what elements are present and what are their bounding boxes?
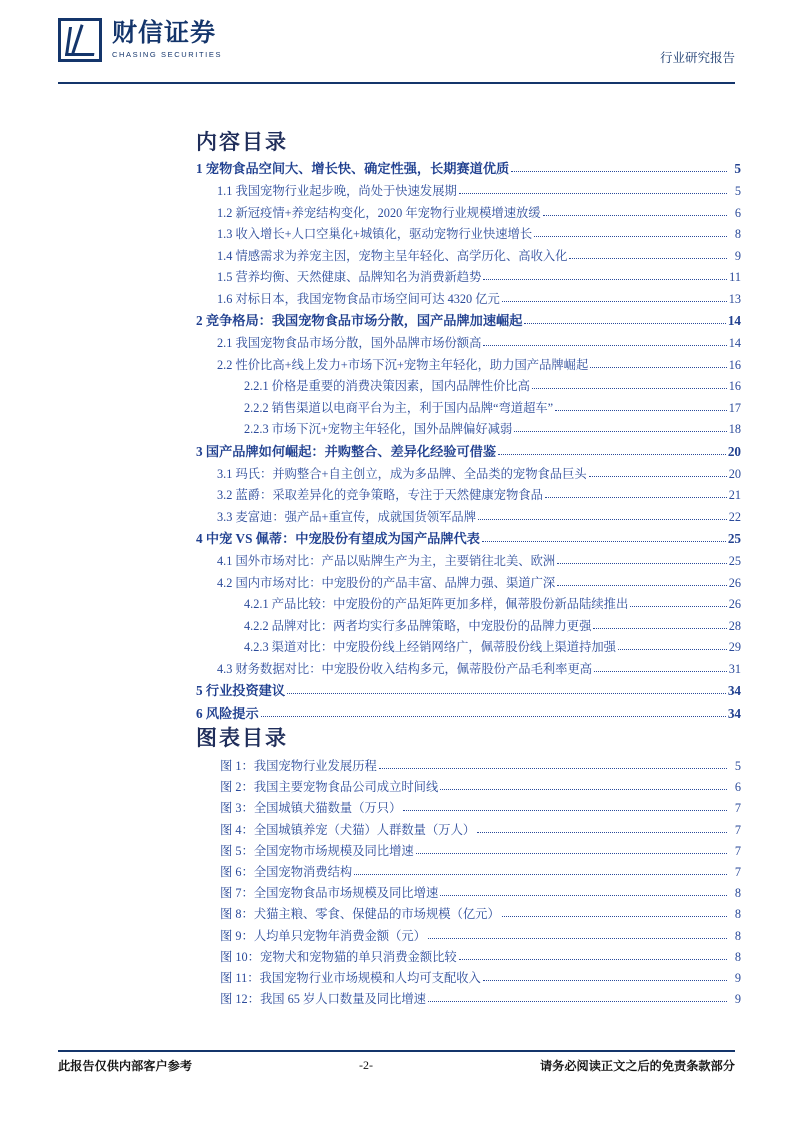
toc-entry[interactable]	[196, 293, 741, 315]
toc-leader-dots	[532, 381, 727, 389]
toc-entry-page: 28	[728, 618, 741, 633]
toc-entry-page: 6	[734, 205, 741, 220]
toc-leader-dots	[524, 315, 725, 324]
toc-entry-page: 21	[728, 488, 741, 502]
toc-leader-dots	[459, 951, 727, 959]
toc-leader-dots	[569, 250, 727, 258]
toc-entry-page: 16	[728, 379, 741, 393]
toc-entry-label: 图 4：全国城镇养宠（犬猫）人群数量（万人）	[220, 822, 476, 837]
toc-entry[interactable]	[196, 380, 741, 402]
toc-entry[interactable]	[196, 620, 741, 642]
toc-entry-label: 3.3 麦富迪：强产品+重宣传，成就国货领军品牌	[217, 509, 477, 524]
page-header	[58, 18, 735, 80]
figure-entry[interactable]	[196, 887, 741, 908]
toc-entry-label: 4.2.1 产品比较：中宠股份的产品矩阵更加多样，佩蒂股份新品陆续推出	[244, 597, 629, 611]
toc-entry-page: 5	[734, 161, 741, 176]
toc-entry[interactable]	[196, 271, 741, 293]
toc-entry-page: 26	[728, 575, 741, 590]
toc-leader-dots	[379, 761, 727, 769]
toc-entry-label: 图 12：我国 65 岁人口数量及同比增速	[220, 992, 426, 1007]
toc-entry-page: 25	[727, 531, 741, 546]
figure-entry[interactable]	[196, 824, 741, 845]
brand-logo	[58, 18, 222, 62]
toc-entry[interactable]	[196, 489, 741, 511]
toc-leader-dots	[478, 511, 727, 519]
toc-leader-dots	[589, 468, 727, 476]
toc-entry-page: 17	[728, 400, 741, 415]
toc-entry-label: 3 国产品牌如何崛起：并购整合、差异化经验可借鉴	[196, 443, 497, 459]
figure-entry[interactable]	[196, 845, 741, 866]
toc-entry-label: 1.2 新冠疫情+养宠结构变化，2020 年宠物行业规模增速放缓	[217, 205, 541, 220]
toc-entry[interactable]	[196, 468, 741, 490]
toc-leader-dots	[354, 867, 727, 875]
report-type-label: 行业研究报告	[659, 51, 735, 65]
toc-leader-dots	[440, 888, 727, 896]
figure-entry[interactable]	[196, 972, 741, 993]
toc-entry-label: 图 7：全国宠物食品市场规模及同比增速	[220, 886, 439, 901]
toc-entry-label: 图 10：宠物犬和宠物猫的单只消费金额比较	[220, 949, 457, 964]
toc-entry-page: 14	[727, 313, 741, 328]
toc-entry-label: 6 风险提示	[196, 706, 259, 721]
toc-leader-dots	[482, 533, 726, 542]
toc-entry-label: 4.2 国内市场对比：中宠股份的产品丰富、品牌力强、渠道广深	[217, 575, 556, 590]
toc-leader-dots	[403, 803, 727, 811]
page-number: -2-	[359, 1058, 374, 1072]
toc-entry-page: 7	[734, 843, 741, 858]
toc-entry-page: 5	[734, 759, 741, 773]
toc-entry-label: 1.3 收入增长+人口空巢化+城镇化，驱动宠物行业快速增长	[217, 227, 533, 241]
toc-entry-label: 4.2.2 品牌对比：两者均实行多品牌策略，中宠股份的品牌力更强	[244, 618, 592, 633]
toc-leader-dots	[459, 186, 727, 194]
toc-entry-label: 图 1：我国宠物行业发展历程	[220, 759, 377, 773]
toc-entry-page: 26	[728, 597, 741, 611]
toc-leader-dots	[590, 359, 726, 367]
toc-entry[interactable]	[196, 663, 741, 685]
brand-name-cn: 财信证券	[112, 20, 217, 48]
toc-entry-label: 1.6 对标日本，我国宠物食品市场空间可达 4320 亿元	[217, 291, 500, 306]
toc-entry[interactable]	[196, 577, 741, 599]
toc-entry-page: 8	[734, 928, 741, 943]
toc-entry-label: 4.2.3 渠道对比：中宠股份线上经销网络广，佩蒂股份线上渠道持加强	[244, 640, 616, 654]
toc-entry[interactable]	[196, 555, 741, 577]
toc-leader-dots	[557, 577, 727, 585]
toc-leader-dots	[555, 402, 727, 410]
toc-leader-dots	[428, 930, 727, 938]
figure-entry[interactable]	[196, 866, 741, 887]
toc-entry-label: 2.2 性价比高+线上发力+市场下沉+宠物主年轻化，助力国产品牌崛起	[217, 357, 589, 372]
page-footer	[58, 1057, 735, 1074]
toc-entry-page: 11	[729, 270, 741, 284]
toc-leader-dots	[440, 782, 727, 790]
toc-entry-page: 20	[727, 443, 741, 459]
toc-entry-page: 18	[728, 422, 741, 436]
toc-entry-page: 8	[734, 886, 741, 901]
toc-entry-label: 图 9：人均单只宠物年消费金额（元）	[220, 928, 426, 943]
toc-leader-dots	[534, 229, 727, 237]
toc-entry[interactable]	[196, 684, 741, 707]
toc-entry-page: 5	[734, 184, 741, 198]
toc-entry-label: 图 5：全国宠物市场规模及同比增速	[220, 843, 414, 858]
toc-leader-dots	[483, 272, 727, 280]
toc-entry[interactable]	[196, 641, 741, 663]
toc-entry-label: 2.2.2 销售渠道以电商平台为主，利于国内品牌“弯道超车”	[244, 400, 554, 415]
figure-entry[interactable]	[196, 951, 741, 972]
toc-leader-dots	[502, 909, 727, 917]
toc-entry-label: 1.4 情感需求为养宠主因，宠物主呈年轻化、高学历化、高收入化	[217, 248, 568, 263]
toc-entry-label: 图 2：我国主要宠物食品公司成立时间线	[220, 780, 439, 795]
toc-leader-dots	[594, 663, 727, 671]
toc-entry-page: 8	[734, 949, 741, 964]
toc-leader-dots	[483, 973, 727, 981]
toc-entry[interactable]	[196, 532, 741, 555]
brand-name-en: CHASING SECURITIES	[112, 49, 223, 59]
toc-leader-dots	[557, 556, 727, 564]
toc-entry-page: 20	[728, 466, 741, 481]
toc-entry-label: 3.1 玛氏：并购整合+自主创立，成为多品牌、全品类的宠物食品巨头	[217, 466, 587, 481]
toc-entry-page: 14	[728, 336, 741, 350]
toc-entry-page: 31	[728, 661, 741, 676]
toc-entry-page: 34	[727, 683, 741, 698]
toc-entry[interactable]	[196, 314, 741, 337]
toc-entry[interactable]	[196, 250, 741, 272]
toc-entry-label: 2.1 我国宠物食品市场分散，国外品牌市场份额高	[217, 336, 482, 350]
table-of-contents	[196, 162, 741, 730]
toc-entry-page: 7	[734, 864, 741, 879]
header-divider	[58, 82, 735, 84]
toc-entry-label: 4.3 财务数据对比：中宠股份收入结构多元，佩蒂股份产品毛利率更高	[217, 661, 593, 676]
toc-entry[interactable]	[196, 337, 741, 359]
toc-entry[interactable]	[196, 185, 741, 207]
footer-right-note: 请务必阅读正文之后的免责条款部分	[540, 1059, 735, 1073]
toc-entry-label: 2.2.3 市场下沉+宠物主年轻化，国外品牌偏好减弱	[244, 422, 513, 436]
toc-entry-page: 6	[734, 780, 741, 795]
toc-leader-dots	[502, 293, 727, 301]
toc-leader-dots	[618, 642, 727, 650]
footer-divider	[58, 1050, 735, 1052]
toc-entry-page: 8	[734, 227, 741, 241]
toc-entry-page: 25	[728, 554, 741, 568]
toc-entry-label: 1.5 营养均衡、天然健康、品牌知名为消费新趋势	[217, 270, 482, 284]
toc-entry-page: 34	[727, 706, 741, 721]
toc-entry-page: 8	[734, 907, 741, 922]
toc-entry-label: 图 6：全国宠物消费结构	[220, 864, 353, 879]
toc-entry-label: 3.2 蓝爵：采取差异化的竞争策略，专注于天然健康宠物食品	[217, 488, 543, 502]
toc-entry-page: 7	[734, 801, 741, 816]
toc-entry[interactable]	[196, 445, 741, 468]
brand-text	[112, 21, 222, 58]
toc-leader-dots	[287, 685, 726, 694]
toc-leader-dots	[630, 599, 726, 607]
toc-entry-page: 9	[734, 992, 741, 1007]
footer-left-note: 此报告仅供内部客户参考	[58, 1059, 193, 1073]
toc-entry-label: 图 3：全国城镇犬猫数量（万只）	[220, 801, 402, 816]
contents-heading: 内容目录	[196, 130, 288, 154]
figure-entry[interactable]	[196, 802, 741, 823]
toc-entry[interactable]	[196, 207, 741, 229]
figure-entry[interactable]	[196, 930, 741, 951]
toc-entry-page: 29	[728, 640, 741, 654]
toc-leader-dots	[511, 163, 727, 172]
toc-leader-dots	[514, 424, 726, 432]
toc-leader-dots	[543, 207, 727, 215]
toc-entry-label: 1 宠物食品空间大、增长快、确定性强，长期赛道优质	[196, 161, 510, 176]
toc-entry[interactable]	[196, 423, 741, 445]
toc-entry[interactable]	[196, 162, 741, 185]
toc-entry-label: 5 行业投资建议	[196, 683, 286, 698]
figure-entry[interactable]	[196, 760, 741, 781]
figure-entry[interactable]	[196, 993, 741, 1014]
toc-entry-label: 1.1 我国宠物行业起步晚，尚处于快速发展期	[217, 184, 457, 198]
toc-entry-label: 4 中宠 VS 佩蒂：中宠股份有望成为国产品牌代表	[196, 531, 480, 546]
toc-entry-page: 9	[734, 970, 741, 985]
toc-entry-label: 4.1 国外市场对比：产品以贴牌生产为主，主要销往北美、欧洲	[217, 554, 556, 568]
figure-list	[196, 760, 741, 1014]
toc-entry-label: 图 11：我国宠物行业市场规模和人均可支配收入	[220, 970, 481, 985]
toc-entry-page: 16	[728, 357, 741, 372]
toc-leader-dots	[483, 338, 726, 346]
toc-entry[interactable]	[196, 359, 741, 381]
logo-icon	[58, 18, 102, 62]
toc-entry-page: 7	[734, 822, 741, 837]
toc-entry[interactable]	[196, 228, 741, 250]
figure-entry[interactable]	[196, 908, 741, 929]
toc-leader-dots	[593, 620, 726, 628]
toc-leader-dots	[416, 845, 727, 853]
toc-entry-page: 9	[734, 248, 741, 263]
toc-entry-label: 2 竞争格局：我国宠物食品市场分散，国产品牌加速崛起	[196, 313, 523, 328]
toc-leader-dots	[261, 708, 726, 717]
toc-entry-label: 2.2.1 价格是重要的消费决策因素，国内品牌性价比高	[244, 379, 530, 393]
toc-leader-dots	[428, 994, 727, 1002]
toc-leader-dots	[498, 446, 726, 455]
toc-entry[interactable]	[196, 511, 741, 533]
toc-entry[interactable]	[196, 598, 741, 620]
figures-heading: 图表目录	[196, 726, 288, 750]
toc-entry[interactable]	[196, 402, 741, 424]
toc-entry-page: 22	[728, 509, 741, 524]
toc-leader-dots	[545, 490, 727, 498]
toc-entry-page: 13	[728, 291, 741, 306]
toc-entry-label: 图 8：犬猫主粮、零食、保健品的市场规模（亿元）	[220, 907, 500, 922]
toc-leader-dots	[477, 824, 727, 832]
figure-entry[interactable]	[196, 781, 741, 802]
